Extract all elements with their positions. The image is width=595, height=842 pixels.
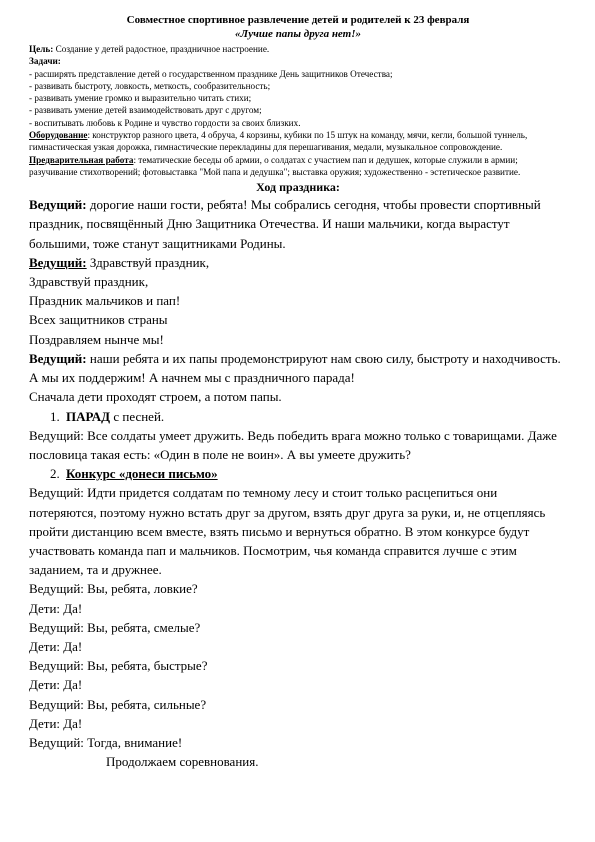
poem-line: Поздравляем нынче мы! [29, 331, 164, 347]
task-item: - развивать умение громко и выразительно читать стихи; [29, 93, 252, 104]
goal-text: Создание у детей радостное, праздничное настроение. [53, 44, 270, 54]
dialogue-line: Ведущий: Вы, ребята, быстрые? [29, 658, 208, 674]
host-label: Ведущий: [29, 350, 87, 366]
dialogue-line: Дети: Да! [29, 677, 83, 693]
task-item: - расширять представление детей о государственном празднике День защитников Отечества; [29, 68, 393, 79]
dialogue-line: Дети: Да! [29, 715, 83, 731]
dialogue-line: Дети: Да! [29, 600, 83, 616]
contest-title: Конкурс «донеси письмо» [66, 466, 218, 482]
prep-text: : тематические беседы об армии, о солдатах с участием пап и дедушек, которые служили в армии; разучивание стихотворений; фотовыставка "Мой папа и дедушка"; выставка оружия; художественно - эстетическое развитие. [29, 154, 521, 177]
prep-label: Предварительная работа [29, 154, 134, 165]
dialogue-line: Ведущий: Тогда, внимание! [29, 734, 183, 750]
soldiers-paragraph: Ведущий: Все солдаты умеет дружить. Ведь победить врага можно только с товарищами. Даже пословица такая есть: «Один в поле не воин». А вы умеете дружить? [29, 427, 557, 462]
dialogue-line: Ведущий: Вы, ребята, сильные? [29, 696, 207, 712]
equipment-paragraph [29, 129, 567, 154]
document-subtitle: «Лучше папы друга нет!» [234, 28, 361, 40]
list-number: 1. [50, 408, 60, 424]
document-title: Совместное спортивное развлечение детей и родителей к 23 февраля [126, 14, 470, 26]
parade-note: Сначала дети проходят строем, а потом папы. [29, 389, 282, 405]
contest-paragraph: Ведущий: Идти придется солдатам по темному лесу и стоит только расцепиться они потеряются, поэтому нужно встать друг за другом, взять друг друга за руки, и, не отцепляясь пройти дистанцию всем вместе, взять письмо и вернуться обратно. В этом конкурсе будут участвовать команда пап и мальчиков. Посмотрим, чья команда справится лучше с этим заданием, та и дружнее. [29, 485, 546, 578]
host-label: Ведущий: [29, 485, 84, 501]
preamble [29, 43, 567, 178]
dialogue-line: Дети: Да! [29, 638, 83, 654]
goal-paragraph [29, 43, 567, 55]
dialogue-line: Ведущий: Вы, ребята, смелые? [29, 619, 201, 635]
goal-label: Цель: [29, 44, 54, 54]
tasks-label: Задачи: [29, 56, 61, 67]
poem-line: Праздник мальчиков и пап! [29, 293, 181, 309]
announce-paragraph: Ведущий: наши ребята и их папы продемонстрируют нам свою силу, быстроту и находчивость. А мы их поддержим! А начнем мы с праздничного парада! [29, 350, 561, 386]
task-item: - развивать умение детей взаимодействовать друг с другом; [29, 105, 262, 116]
script-body [29, 195, 567, 771]
parade-title: ПАРАД [66, 408, 111, 424]
poem-line: Здравствуй праздник, [29, 274, 149, 290]
closing-line: Продолжаем соревнования. [106, 754, 259, 770]
list-number: 2. [50, 466, 60, 482]
list-item-parade: 1. ПАРАД с песней. [29, 407, 567, 426]
equipment-text: : конструктор разного цвета, 4 обруча, 4 корзины, кубики по 15 штук на команду, мячи, кегли, большой туннель, гимнастическая узкая дорожка, гимнастические перекладины для перешагивания, медали, музыкальное сопровождение. [29, 130, 528, 153]
host-label: Ведущий: [29, 254, 87, 270]
list-item-contest [29, 464, 567, 483]
equipment-label: Оборудование [29, 130, 88, 141]
greeting-line: Ведущий: Здравствуй праздник, [29, 254, 210, 270]
prep-paragraph [29, 154, 567, 179]
intro-paragraph: Ведущий: дорогие наши гости, ребята! Мы собрались сегодня, чтобы провести спортивный праздник, посвящённый Дню Защитника Отечества. И наши мальчики, когда вырастут большими, тоже станут защитниками Родины. [29, 197, 541, 251]
task-item: - развивать быстроту, ловкость, меткость, сообразительность; [29, 80, 271, 91]
poem-line: Всех защитников страны [29, 312, 168, 328]
host-label: Ведущий: [29, 197, 87, 213]
task-item: - воспитывать любовь к Родине и чувство гордости за своих близких. [29, 117, 301, 128]
section-heading: Ход праздника: [256, 180, 340, 195]
dialogue-line: Ведущий: Вы, ребята, ловкие? [29, 581, 198, 597]
